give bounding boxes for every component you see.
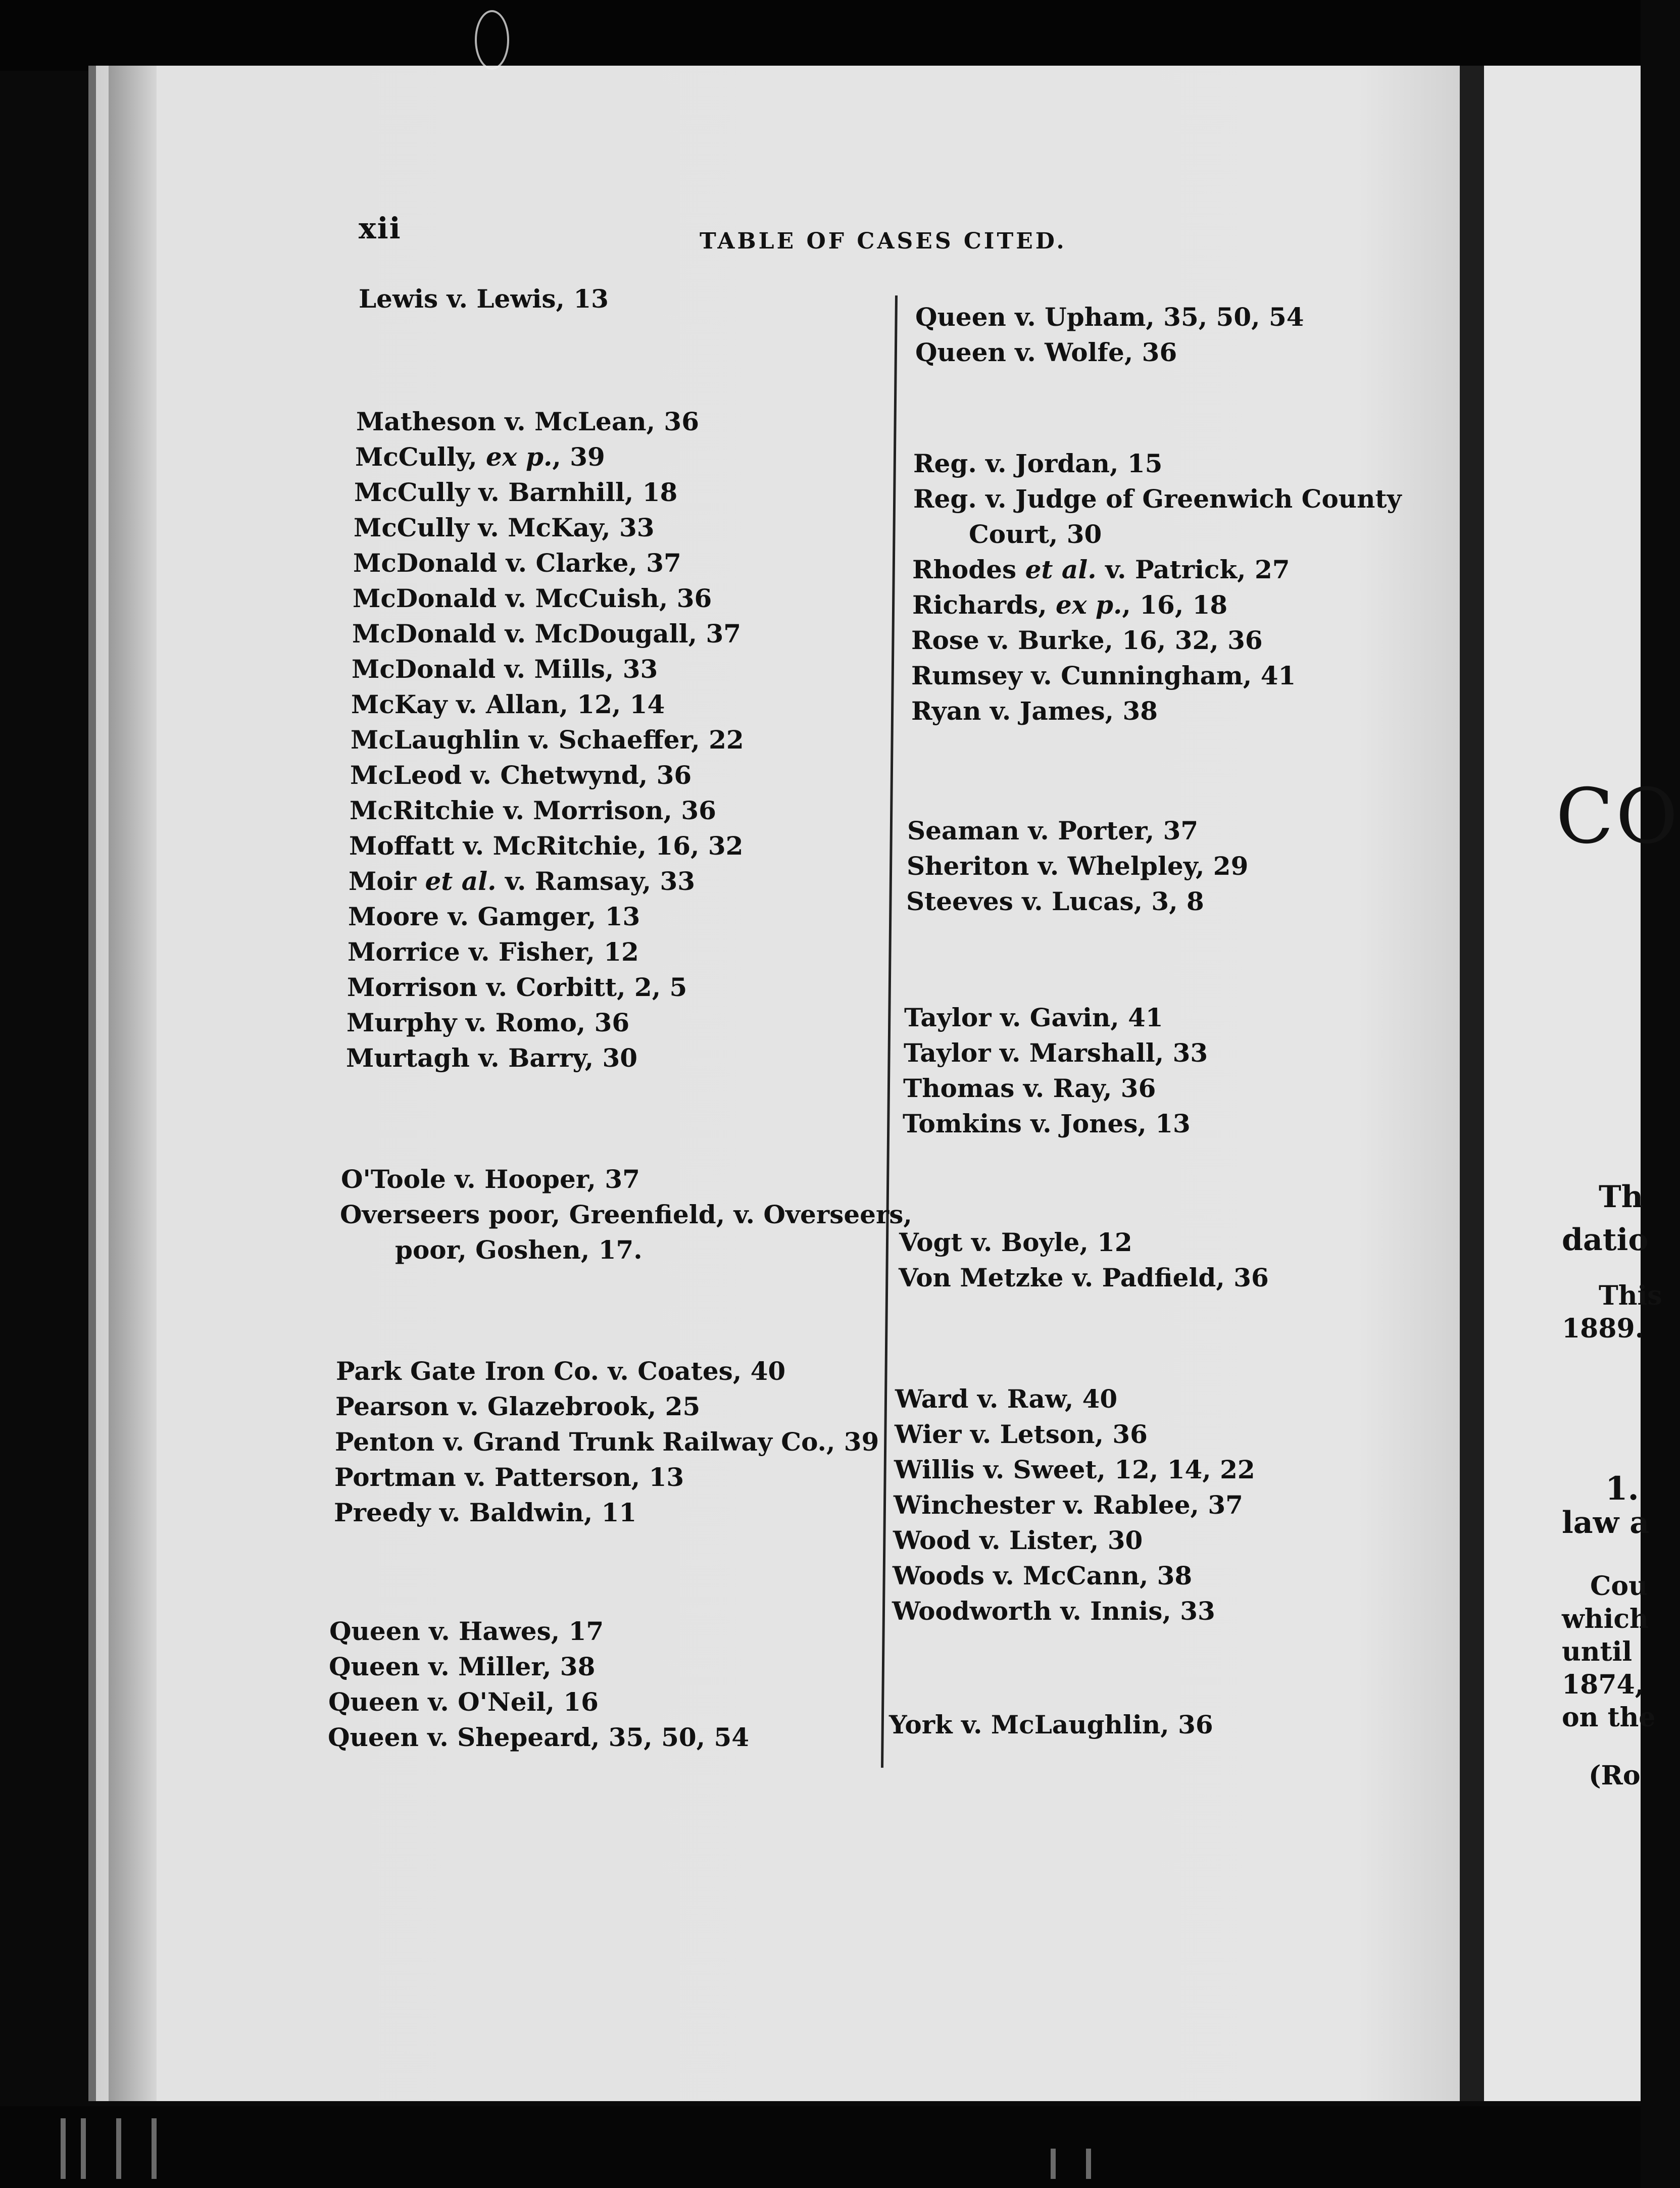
case-entry: Sheriton v. Whelpley, 29 [907,851,1249,881]
film-border-top [0,0,1641,71]
film-perforation [116,2118,121,2179]
next-page-line: law a [1562,1505,1650,1540]
next-page-line: on the [1562,1702,1656,1733]
next-page-line: until [1562,1636,1633,1667]
case-entry: Rumsey v. Cunningham, 41 [911,661,1296,690]
page-number: xii [359,211,402,245]
case-entry: McDonald v. Clarke, 37 [353,548,681,578]
right-page [1484,66,1644,2101]
case-entry: Woods v. McCann, 38 [893,1561,1193,1590]
next-page-line: 1874, [1562,1669,1644,1700]
case-entry-continuation: poor, Goshen, 17. [395,1235,643,1265]
next-page-line: which [1562,1604,1649,1634]
next-page-line: 1. [1605,1470,1639,1508]
case-entry: Wier v. Letson, 36 [895,1419,1148,1449]
next-page-line: 1889. [1562,1313,1644,1344]
next-page-line: datio [1562,1222,1649,1258]
case-entry: Vogt v. Boyle, 12 [899,1227,1132,1257]
case-entry: Murtagh v. Barry, 30 [346,1043,638,1073]
case-entry: Moore v. Gamger, 13 [348,902,640,931]
case-entry: Morrice v. Fisher, 12 [348,937,639,967]
case-entry: O'Toole v. Hooper, 37 [341,1164,640,1194]
case-entry: Queen v. Shepeard, 35, 50, 54 [328,1722,750,1752]
case-entry: Taylor v. Gavin, 41 [904,1003,1163,1032]
case-entry: Reg. v. Jordan, 15 [913,449,1163,478]
case-entry: Queen v. Upham, 35, 50, 54 [915,302,1304,332]
case-entry: Pearson v. Glazebrook, 25 [335,1391,701,1421]
case-entry: Preedy v. Baldwin, 11 [334,1498,637,1527]
case-entry: Penton v. Grand Trunk Railway Co., 39 [335,1427,879,1457]
case-entry: McLeod v. Chetwynd, 36 [350,760,692,790]
case-entry: Steeves v. Lucas, 3, 8 [906,886,1204,916]
case-entry: Seaman v. Porter, 37 [907,816,1199,846]
case-entry: Rose v. Burke, 16, 32, 36 [911,625,1263,655]
case-entry: Winchester v. Rablee, 37 [894,1490,1243,1520]
case-entry: Moir et al. v. Ramsay, 33 [349,866,696,896]
case-entry: Queen v. Wolfe, 36 [915,337,1177,367]
film-perforation [81,2118,86,2179]
case-entry: McRitchie v. Morrison, 36 [350,795,716,825]
left-page [96,66,1460,2101]
film-perforation [61,2118,66,2179]
film-perforation [1051,2149,1056,2179]
case-entry: Wood v. Lister, 30 [893,1525,1143,1555]
case-entry: McDonald v. McCuish, 36 [353,583,712,613]
next-page-heading: CO [1556,773,1680,861]
film-scratch [475,10,509,70]
case-entry: McCully v. Barnhill, 18 [354,477,678,507]
case-entry: Rhodes et al. v. Patrick, 27 [912,555,1290,584]
case-entry: Ward v. Raw, 40 [895,1384,1118,1414]
case-entry: Lewis v. Lewis, 13 [359,284,609,314]
next-page-line: (Ro [1589,1760,1641,1791]
case-entry: Park Gate Iron Co. v. Coates, 40 [336,1356,786,1386]
case-entry: Woodworth v. Innis, 33 [892,1596,1215,1626]
case-entry: Queen v. Miller, 38 [329,1652,596,1681]
case-entry: Queen v. Hawes, 17 [329,1616,604,1646]
case-entry: McDonald v. Mills, 33 [352,654,658,684]
page-edge-gradient [109,66,157,2101]
case-entry: York v. McLaughlin, 36 [889,1710,1213,1739]
case-entry: Ryan v. James, 38 [911,696,1158,726]
case-entry: Willis v. Sweet, 12, 14, 22 [894,1455,1255,1484]
case-entry: Overseers poor, Greenfield, v. Overseers, [340,1200,912,1229]
case-entry: Richards, ex p., 16, 18 [912,590,1228,620]
film-perforation [1086,2149,1091,2179]
case-entry: Von Metzke v. Padfield, 36 [899,1263,1269,1292]
case-entry: McCully, ex p., 39 [355,442,605,472]
case-entry: Moffatt v. McRitchie, 16, 32 [349,831,744,861]
case-entry: McCully v. McKay, 33 [354,513,655,542]
case-entry: McKay v. Allan, 12, 14 [351,689,665,719]
next-page-line: Th [1599,1179,1644,1215]
case-entry-continuation: Court, 30 [969,519,1102,549]
next-page-line: Cou [1590,1571,1648,1602]
case-entry: Queen v. O'Neil, 16 [328,1687,599,1717]
case-entry: Matheson v. McLean, 36 [356,407,700,436]
film-border-bottom [0,2106,1641,2188]
case-entry: Morrison v. Corbitt, 2, 5 [347,972,687,1002]
next-page-line: This [1599,1280,1662,1311]
film-perforation [152,2118,157,2179]
case-entry: Murphy v. Romo, 36 [347,1008,630,1037]
running-head: TABLE OF CASES CITED. [700,228,1067,254]
case-entry: McDonald v. McDougall, 37 [352,619,742,649]
case-entry: Thomas v. Ray, 36 [903,1073,1156,1103]
book-gutter [1460,66,1484,2101]
case-entry: Reg. v. Judge of Greenwich County [913,484,1402,514]
case-entry: Taylor v. Marshall, 33 [904,1038,1208,1068]
case-entry: McLaughlin v. Schaeffer, 22 [351,725,744,755]
case-entry: Portman v. Patterson, 13 [334,1462,684,1492]
case-entry: Tomkins v. Jones, 13 [903,1109,1191,1138]
